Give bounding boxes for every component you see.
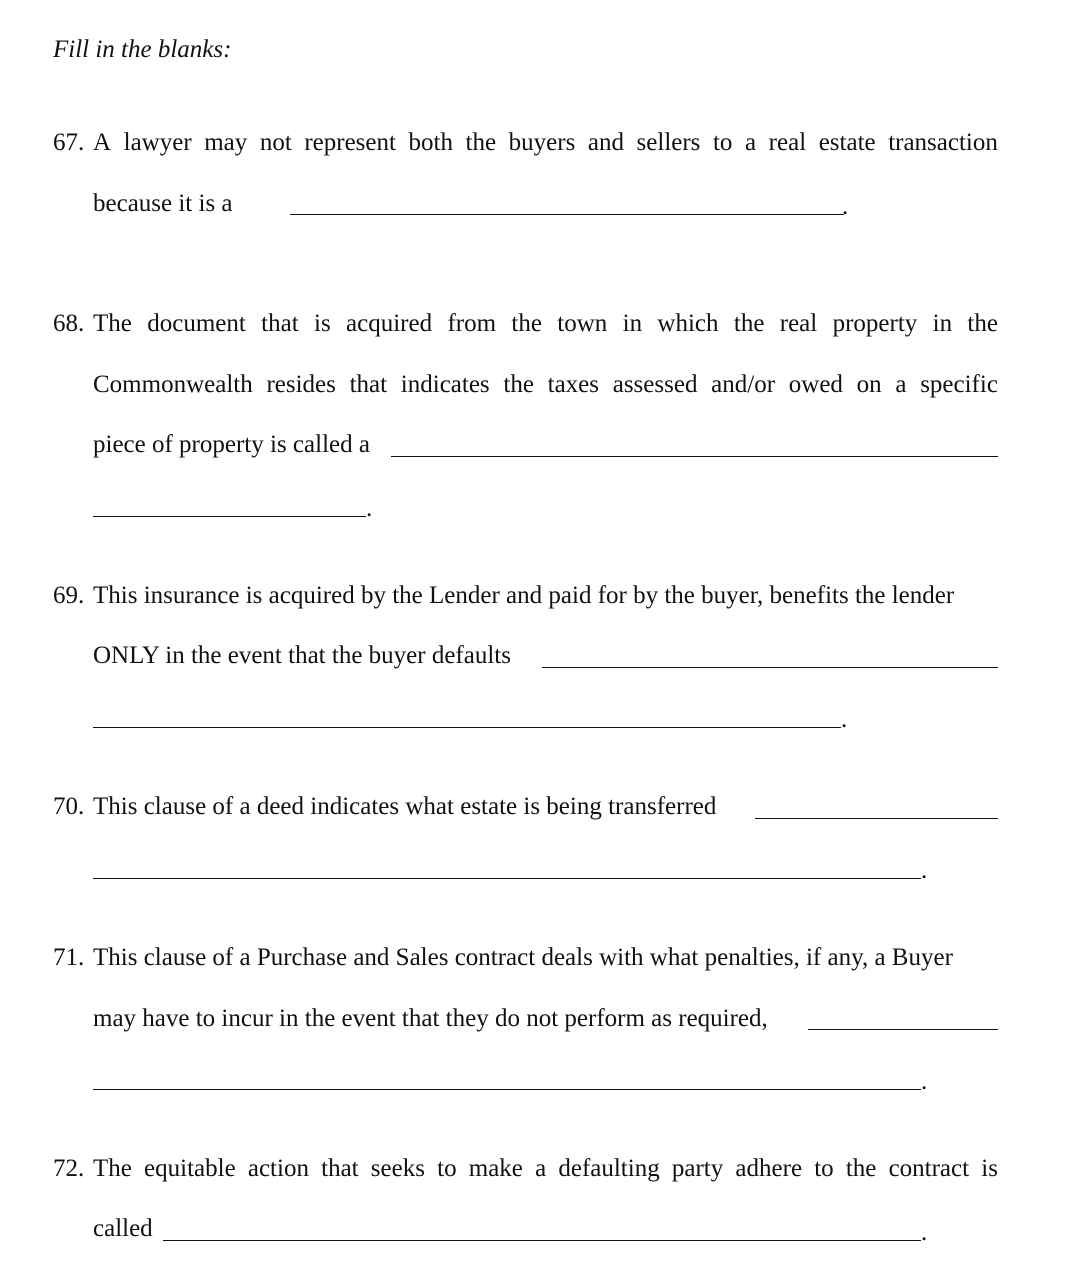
word: indicates [400,371,490,398]
word: real [768,129,807,156]
question-67-line-1 [93,127,998,159]
question-71-period: . [921,1068,928,1095]
page-title: Fill in the blanks: [53,36,232,63]
word: to [437,1155,457,1182]
word: defaulting [558,1155,660,1182]
answer-blank-71b[interactable] [93,1089,921,1090]
word: contract [888,1155,970,1182]
word: both [408,129,453,156]
word: may [204,129,248,156]
answer-blank-71a[interactable] [808,1029,998,1030]
answer-blank-69a[interactable] [542,667,998,668]
answer-blank-68b[interactable] [93,516,366,517]
answer-blank-69b[interactable] [93,727,841,728]
word: make [468,1155,523,1182]
word: town [557,310,608,337]
question-68-period: . [366,495,373,522]
question-68-line-1 [93,308,998,340]
question-68-line-2 [93,369,998,401]
word: seeks [370,1155,425,1182]
word: lawyer [123,129,192,156]
word: that [349,371,388,398]
word: action [247,1155,309,1182]
question-67-period: . [842,193,849,220]
question-69-line-2: ONLY in the event that the buyer defaults [93,642,511,669]
question-70-period: . [921,857,928,884]
question-67-line-2: because it is a [93,190,233,217]
answer-blank-68a[interactable] [391,456,998,457]
word: a [895,371,907,398]
word: which [657,310,719,337]
word: assessed [612,371,698,398]
word: taxes [547,371,600,398]
question-71-line-1: This clause of a Purchase and Sales contract deals with what penalties, if any, a Buyer [93,944,953,971]
word: transaction [888,129,998,156]
question-number-68: 68. [53,310,85,337]
word: the [967,310,998,337]
answer-blank-72[interactable] [163,1240,921,1241]
word: buyers [508,129,576,156]
word: property [832,310,918,337]
question-number-67: 67. [53,129,85,156]
question-number-70: 70. [53,793,85,820]
word: on [856,371,882,398]
word: specific [920,371,998,398]
answer-blank-70a[interactable] [755,818,998,819]
word: Commonwealth [93,371,253,398]
word: and/or [711,371,776,398]
word: in [932,310,953,337]
word: The [93,1155,132,1182]
question-72-period: . [921,1219,928,1246]
word: that [261,310,299,337]
word: party [671,1155,724,1182]
word: not [259,129,292,156]
answer-blank-67[interactable] [290,214,844,215]
question-number-69: 69. [53,582,85,609]
word: is [314,310,331,337]
word: is [981,1155,998,1182]
word: and [587,129,624,156]
word: estate [818,129,876,156]
word: the [465,129,497,156]
question-72-line-2: called [93,1215,153,1242]
word: from [447,310,497,337]
word: adhere [735,1155,803,1182]
question-72-line-1 [93,1153,998,1185]
word: the [503,371,534,398]
word: the [511,310,542,337]
word: the [845,1155,877,1182]
word: real [779,310,818,337]
question-69-line-1: This insurance is acquired by the Lender and paid for by the buyer, benefits the lender [93,582,955,609]
word: acquired [346,310,433,337]
word: to [712,129,733,156]
word: equitable [144,1155,236,1182]
word: a [535,1155,547,1182]
question-number-71: 71. [53,944,85,971]
word: resides [266,371,336,398]
word: owed [788,371,843,398]
word: to [814,1155,834,1182]
word: that [321,1155,359,1182]
question-68-line-3: piece of property is called a [93,431,370,458]
word: document [147,310,246,337]
word: represent [304,129,396,156]
question-70-line-1: This clause of a deed indicates what estate is being transferred [93,793,717,820]
answer-blank-70b[interactable] [93,878,921,879]
question-71-line-2: may have to incur in the event that they do not perform as required, [93,1005,768,1032]
word: A [93,129,112,156]
question-69-period: . [841,706,848,733]
word: sellers [636,129,701,156]
question-number-72: 72. [53,1155,85,1182]
word: The [93,310,132,337]
word: the [733,310,765,337]
word: in [622,310,643,337]
word: a [745,129,757,156]
